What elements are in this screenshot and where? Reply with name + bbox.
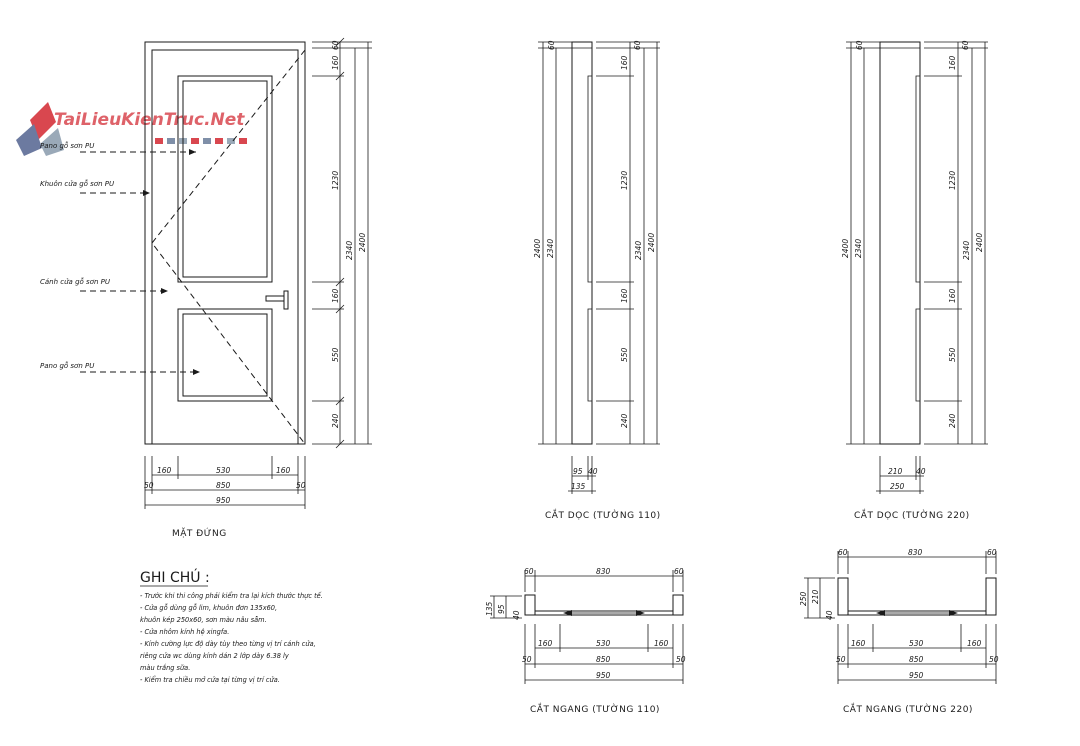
note-line-7: màu trắng sữa. bbox=[140, 664, 191, 672]
p110-b-950: 950 bbox=[596, 671, 611, 680]
dim-b-160-left: 160 bbox=[157, 466, 172, 475]
section-220 bbox=[841, 40, 988, 521]
dim-240: 240 bbox=[331, 413, 340, 428]
s110-right-550: 550 bbox=[620, 347, 629, 362]
dim-1230: 1230 bbox=[331, 170, 340, 190]
dim-b-530: 530 bbox=[216, 466, 231, 475]
dim-160-mid: 160 bbox=[331, 288, 340, 303]
caption-cat-doc-220: CẮT DỌC (TƯỜNG 220) bbox=[854, 511, 970, 521]
s110-left-60: 60 bbox=[547, 40, 556, 50]
dim-160-top: 160 bbox=[331, 55, 340, 70]
s110-right-1230: 1230 bbox=[620, 170, 629, 190]
plan-220 bbox=[799, 548, 999, 715]
s110-right-240: 240 bbox=[620, 413, 629, 428]
s110-b-40: 40 bbox=[588, 467, 598, 476]
watermark-text: TaiLieuKienTruc.Net bbox=[54, 110, 245, 130]
p110-b-160-left: 160 bbox=[538, 639, 553, 648]
dim-2400: 2400 bbox=[358, 232, 367, 252]
p110-b-530: 530 bbox=[596, 639, 611, 648]
section-110 bbox=[533, 40, 661, 521]
section-220-glass-upper bbox=[916, 76, 920, 282]
dim-b-50-right: 50 bbox=[296, 481, 306, 490]
plan-110-jamb-right bbox=[673, 595, 683, 615]
p220-b-50-right: 50 bbox=[989, 655, 999, 664]
s220-left-2340: 2340 bbox=[854, 238, 863, 258]
p110-left-135: 135 bbox=[485, 601, 494, 616]
dim-b-850: 850 bbox=[216, 481, 231, 490]
note-line-6: riêng cửa wc dùng kính dán 2 lớp dày 6.38 ly bbox=[140, 652, 289, 660]
plan-110 bbox=[485, 567, 686, 715]
s220-b-210: 210 bbox=[888, 467, 903, 476]
door-handle-plate bbox=[284, 291, 288, 309]
note-line-2: - Cửa gỗ dùng gỗ lim, khuôn đơn 135x60, bbox=[140, 604, 278, 612]
notes-block bbox=[140, 568, 323, 684]
label-canh-cua: Cánh cửa gỗ sơn PU bbox=[40, 278, 110, 286]
p220-b-950: 950 bbox=[909, 671, 924, 680]
s220-b-250: 250 bbox=[890, 482, 905, 491]
plan-220-jamb-left bbox=[838, 578, 848, 615]
dim-60: 60 bbox=[331, 40, 340, 50]
p110-b-50-left: 50 bbox=[522, 655, 532, 664]
s220-right-550: 550 bbox=[948, 347, 957, 362]
s220-right-240: 240 bbox=[948, 413, 957, 428]
door-handle bbox=[266, 296, 284, 301]
s110-right-2400: 2400 bbox=[647, 232, 656, 252]
s220-right-60: 60 bbox=[961, 40, 970, 50]
label-pano-bottom: Pano gỗ sơn PU bbox=[40, 362, 95, 370]
dim-b-50-left: 50 bbox=[144, 481, 154, 490]
caption-mat-dung: MẶT ĐỨNG bbox=[172, 529, 227, 539]
p220-top-830: 830 bbox=[908, 548, 923, 557]
caption-cat-ngang-110: CẮT NGANG (TƯỜNG 110) bbox=[530, 705, 660, 715]
p220-left-40: 40 bbox=[825, 610, 834, 620]
section-110-glass-upper bbox=[588, 76, 592, 282]
lower-panel-inner bbox=[183, 314, 267, 396]
s110-right-60: 60 bbox=[633, 40, 642, 50]
plan-220-jamb-right bbox=[986, 578, 996, 615]
s110-left-2400: 2400 bbox=[533, 238, 542, 258]
dim-b-950: 950 bbox=[216, 496, 231, 505]
s110-b-95: 95 bbox=[573, 467, 583, 476]
p110-left-95: 95 bbox=[497, 604, 506, 614]
p220-b-50-left: 50 bbox=[836, 655, 846, 664]
s220-right-2400: 2400 bbox=[975, 232, 984, 252]
note-line-3: khuôn kép 250x60, sơn màu nâu sẫm. bbox=[140, 616, 267, 624]
s220-left-60: 60 bbox=[855, 40, 864, 50]
section-220-frame bbox=[880, 42, 920, 444]
p110-top-60-left: 60 bbox=[524, 567, 534, 576]
note-line-5: - Kính cường lực độ dày tùy theo từng vị trí cánh cửa, bbox=[140, 640, 316, 648]
caption-cat-ngang-220: CẮT NGANG (TƯỜNG 220) bbox=[843, 705, 973, 715]
p110-top-830: 830 bbox=[596, 567, 611, 576]
p220-b-850: 850 bbox=[909, 655, 924, 664]
s220-b-40: 40 bbox=[916, 467, 926, 476]
s110-right-160b: 160 bbox=[620, 288, 629, 303]
s220-right-1230: 1230 bbox=[948, 170, 957, 190]
plan-110-jamb-left bbox=[525, 595, 535, 615]
s110-left-2340: 2340 bbox=[546, 238, 555, 258]
p110-left-40: 40 bbox=[512, 610, 521, 620]
note-line-4: - Cửa nhôm kính hệ xingfa. bbox=[140, 628, 230, 636]
caption-cat-doc-110: CẮT DỌC (TƯỜNG 110) bbox=[545, 511, 661, 521]
label-pano-top: Pano gỗ sơn PU bbox=[40, 142, 95, 150]
p220-top-60-left: 60 bbox=[838, 548, 848, 557]
dim-b-160-right: 160 bbox=[276, 466, 291, 475]
s110-right-160: 160 bbox=[620, 55, 629, 70]
dim-2340: 2340 bbox=[345, 240, 354, 260]
door-frame-outer bbox=[145, 42, 305, 444]
s110-right-2340: 2340 bbox=[634, 240, 643, 260]
section-110-glass-lower bbox=[588, 309, 592, 401]
dim-550: 550 bbox=[331, 347, 340, 362]
s220-right-2340: 2340 bbox=[962, 240, 971, 260]
section-220-glass-lower bbox=[916, 309, 920, 401]
s220-right-160b: 160 bbox=[948, 288, 957, 303]
section-110-frame bbox=[572, 42, 592, 444]
p110-b-160-right: 160 bbox=[654, 639, 669, 648]
s220-right-160: 160 bbox=[948, 55, 957, 70]
label-khuon-cua: Khuôn cửa gỗ sơn PU bbox=[40, 180, 115, 188]
p220-b-530: 530 bbox=[909, 639, 924, 648]
p220-top-60-right: 60 bbox=[987, 548, 997, 557]
lower-panel-outer bbox=[178, 309, 272, 401]
p220-b-160-right: 160 bbox=[967, 639, 982, 648]
p110-top-60-right: 60 bbox=[674, 567, 684, 576]
s220-left-2400: 2400 bbox=[841, 238, 850, 258]
p220-left-210: 210 bbox=[811, 589, 820, 604]
p220-b-160-left: 160 bbox=[851, 639, 866, 648]
p110-b-50-right: 50 bbox=[676, 655, 686, 664]
note-line-8: - Kiểm tra chiều mở cửa tại từng vị trí cửa. bbox=[140, 676, 280, 684]
upper-panel-outer bbox=[178, 76, 272, 282]
p110-b-850: 850 bbox=[596, 655, 611, 664]
note-line-1: - Trước khi thi công phải kiểm tra lại kích thước thực tế. bbox=[140, 592, 323, 600]
p220-left-250: 250 bbox=[799, 591, 808, 606]
notes-title: GHI CHÚ : bbox=[140, 570, 210, 586]
s110-b-135: 135 bbox=[571, 482, 586, 491]
